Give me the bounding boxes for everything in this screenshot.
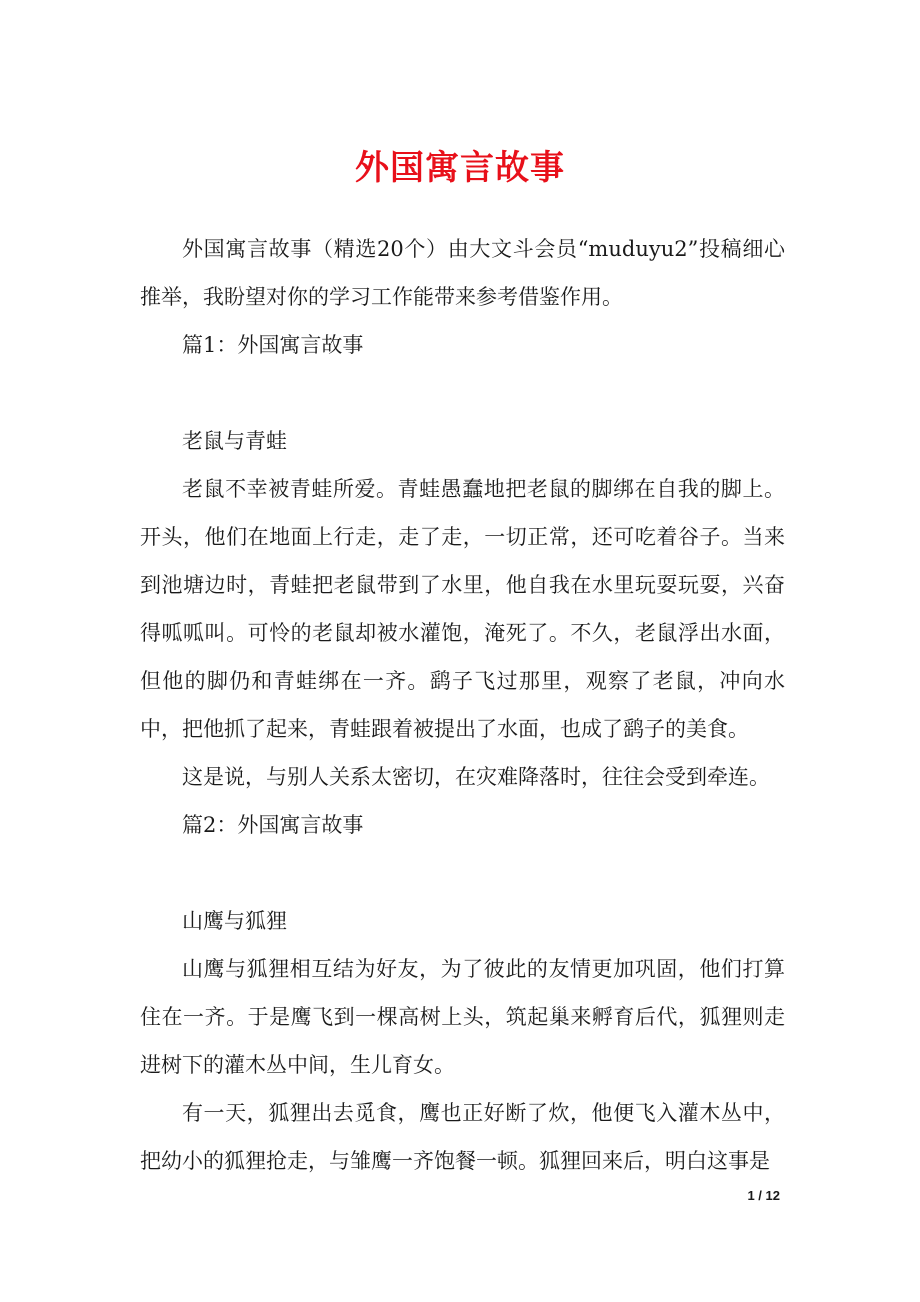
moral-paragraph: 这是说，与别人关系太密切，在灾难降落时，往往会受到牵连。 [182,765,770,789]
story-paragraph: 有一天，狐狸出去觅食，鹰也正好断了炊，他便飞入灌木丛中，把幼小的狐狸抢走，与雏鹰一齐饱餐一顿。狐狸回来后，明白这事是 [140,1101,785,1173]
document-title: 外国寓言故事 [355,148,565,188]
section-heading-1: 篇1：外国寓言故事 [182,333,364,357]
page-number: 1 / 12 [747,1188,780,1203]
story-title-2: 山鹰与狐狸 [182,909,287,933]
document-body [140,225,785,1185]
intro-paragraph: 外国寓言故事（精选20个）由大文斗会员“muduyu2”投稿细心推举，我盼望对你的学习工作能带来参考借鉴作用。 [140,237,785,309]
story-paragraph: 山鹰与狐狸相互结为好友，为了彼此的友情更加巩固，他们打算住在一齐。于是鹰飞到一棵高树上头，筑起巢来孵育后代，狐狸则走进树下的灌木丛中间，生儿育女。 [140,957,785,1077]
story-paragraph: 老鼠不幸被青蛙所爱。青蛙愚蠢地把老鼠的脚绑在自我的脚上。开头，他们在地面上行走，走了走，一切正常，还可吃着谷子。当来到池塘边时，青蛙把老鼠带到了水里，他自我在水里玩耍玩耍，兴奋得呱呱叫。可怜的老鼠却被水灌饱，淹死了。不久，老鼠浮出水面，但他的脚仍和青蛙绑在一齐。鹞子飞过那里，观察了老鼠，冲向水中，把他抓了起来，青蛙跟着被提出了水面，也成了鹞子的美食。 [140,477,785,741]
section-heading-2: 篇2：外国寓言故事 [182,813,364,837]
story-title-1: 老鼠与青蛙 [182,429,287,453]
